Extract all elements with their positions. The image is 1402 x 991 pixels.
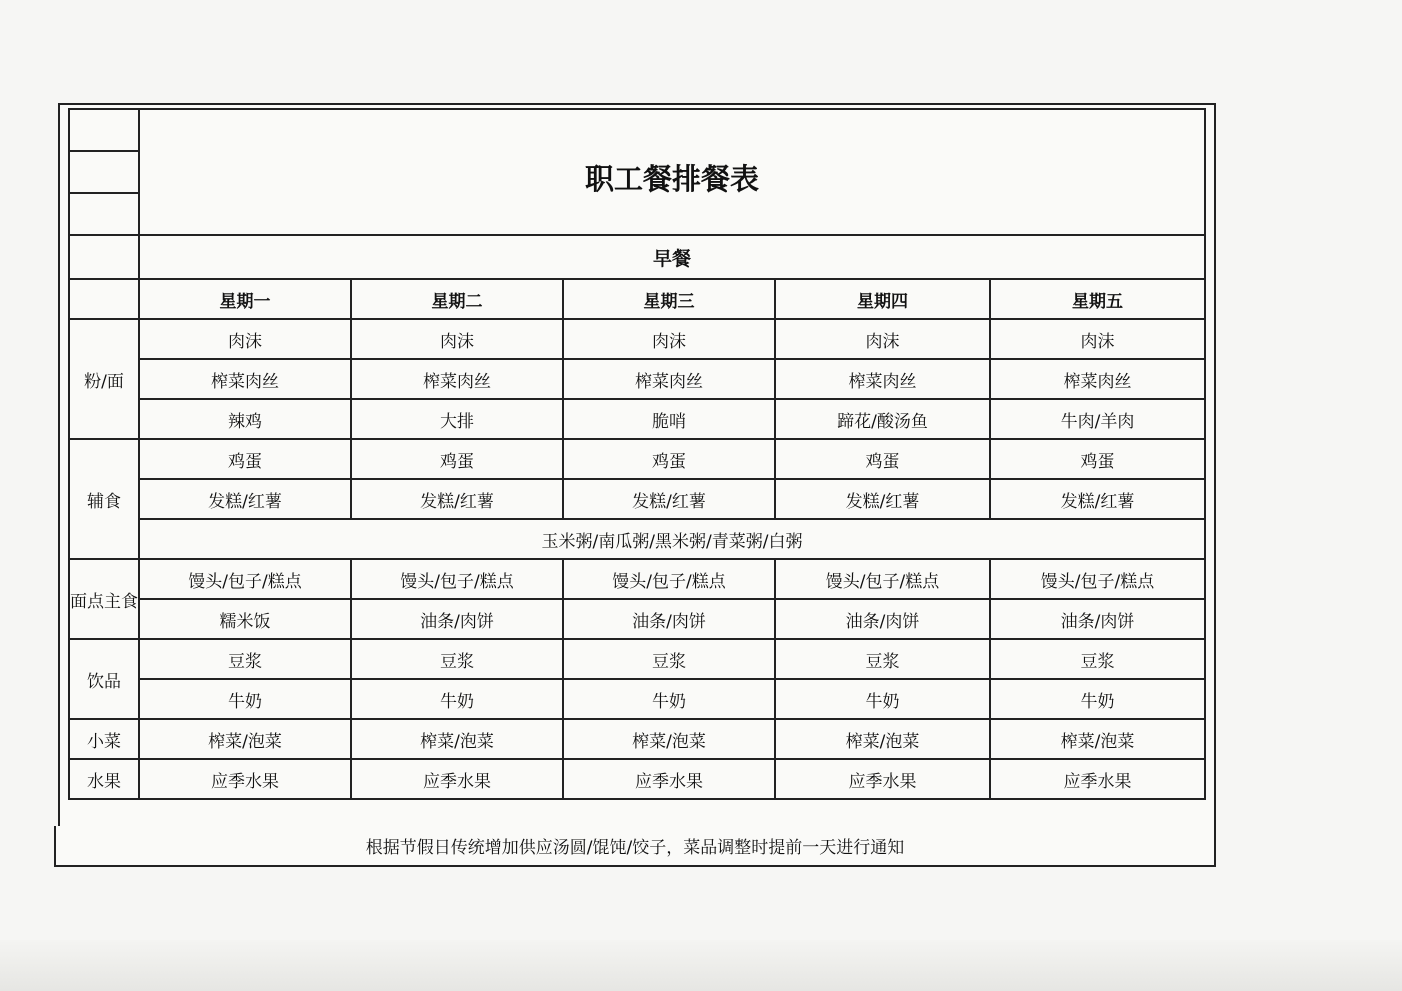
blank-cell	[69, 109, 139, 151]
menu-cell: 榨菜肉丝	[351, 359, 563, 399]
menu-cell: 榨菜/泡菜	[139, 719, 351, 759]
category-drink: 饮品	[69, 639, 139, 719]
menu-cell: 豆浆	[563, 639, 775, 679]
menu-table	[68, 108, 1206, 800]
blank-cell	[69, 193, 139, 235]
menu-cell: 肉沫	[563, 319, 775, 359]
menu-cell: 榨菜/泡菜	[990, 719, 1205, 759]
menu-cell: 榨菜肉丝	[139, 359, 351, 399]
menu-cell: 馒头/包子/糕点	[139, 559, 351, 599]
blank-cell	[69, 235, 139, 279]
day-header: 星期三	[563, 279, 775, 319]
menu-cell: 发糕/红薯	[563, 479, 775, 519]
menu-cell: 应季水果	[563, 759, 775, 799]
menu-cell: 牛奶	[563, 679, 775, 719]
paper-edge-shadow	[0, 940, 1402, 991]
day-header: 星期一	[139, 279, 351, 319]
menu-cell: 肉沫	[775, 319, 990, 359]
menu-cell: 豆浆	[990, 639, 1205, 679]
menu-cell: 豆浆	[775, 639, 990, 679]
menu-cell: 辣鸡	[139, 399, 351, 439]
menu-cell: 馒头/包子/糕点	[351, 559, 563, 599]
category-pastry: 面点主食	[69, 559, 139, 639]
menu-cell: 牛奶	[139, 679, 351, 719]
menu-cell: 肉沫	[990, 319, 1205, 359]
blank-cell	[69, 151, 139, 193]
menu-cell: 发糕/红薯	[775, 479, 990, 519]
menu-cell: 榨菜肉丝	[775, 359, 990, 399]
menu-cell: 馒头/包子/糕点	[990, 559, 1205, 599]
menu-cell: 牛奶	[775, 679, 990, 719]
menu-cell: 榨菜/泡菜	[563, 719, 775, 759]
menu-cell: 应季水果	[139, 759, 351, 799]
menu-cell: 油条/肉饼	[563, 599, 775, 639]
menu-cell: 油条/肉饼	[351, 599, 563, 639]
menu-cell: 大排	[351, 399, 563, 439]
menu-cell: 发糕/红薯	[139, 479, 351, 519]
menu-cell: 榨菜/泡菜	[775, 719, 990, 759]
menu-cell: 肉沫	[139, 319, 351, 359]
menu-cell: 牛肉/羊肉	[990, 399, 1205, 439]
menu-cell: 馒头/包子/糕点	[775, 559, 990, 599]
menu-cell: 发糕/红薯	[990, 479, 1205, 519]
menu-cell: 糯米饭	[139, 599, 351, 639]
menu-cell: 肉沫	[351, 319, 563, 359]
menu-cell: 鸡蛋	[775, 439, 990, 479]
menu-cell: 脆哨	[563, 399, 775, 439]
menu-cell: 应季水果	[990, 759, 1205, 799]
menu-cell: 鸡蛋	[139, 439, 351, 479]
category-side: 辅食	[69, 439, 139, 559]
menu-cell: 榨菜肉丝	[990, 359, 1205, 399]
day-header: 星期二	[351, 279, 563, 319]
category-fruit: 水果	[69, 759, 139, 799]
menu-cell: 牛奶	[990, 679, 1205, 719]
menu-cell: 蹄花/酸汤鱼	[775, 399, 990, 439]
menu-cell: 鸡蛋	[351, 439, 563, 479]
menu-cell: 应季水果	[351, 759, 563, 799]
menu-cell: 榨菜肉丝	[563, 359, 775, 399]
page-title: 职工餐排餐表	[139, 109, 1205, 235]
menu-cell: 油条/肉饼	[775, 599, 990, 639]
menu-cell: 应季水果	[775, 759, 990, 799]
blank-cell	[69, 279, 139, 319]
menu-cell: 榨菜/泡菜	[351, 719, 563, 759]
day-header: 星期五	[990, 279, 1205, 319]
meal-heading: 早餐	[139, 235, 1205, 279]
menu-cell: 鸡蛋	[990, 439, 1205, 479]
menu-cell: 油条/肉饼	[990, 599, 1205, 639]
menu-cell: 豆浆	[351, 639, 563, 679]
menu-cell: 鸡蛋	[563, 439, 775, 479]
day-header: 星期四	[775, 279, 990, 319]
menu-cell: 牛奶	[351, 679, 563, 719]
category-noodle: 粉/面	[69, 319, 139, 439]
menu-cell: 豆浆	[139, 639, 351, 679]
footnote: 根据节假日传统增加供应汤圆/馄饨/饺子，菜品调整时提前一天进行通知	[54, 826, 1216, 867]
porridge-cell: 玉米粥/南瓜粥/黑米粥/青菜粥/白粥	[139, 519, 1205, 559]
category-pickle: 小菜	[69, 719, 139, 759]
menu-cell: 馒头/包子/糕点	[563, 559, 775, 599]
menu-cell: 发糕/红薯	[351, 479, 563, 519]
